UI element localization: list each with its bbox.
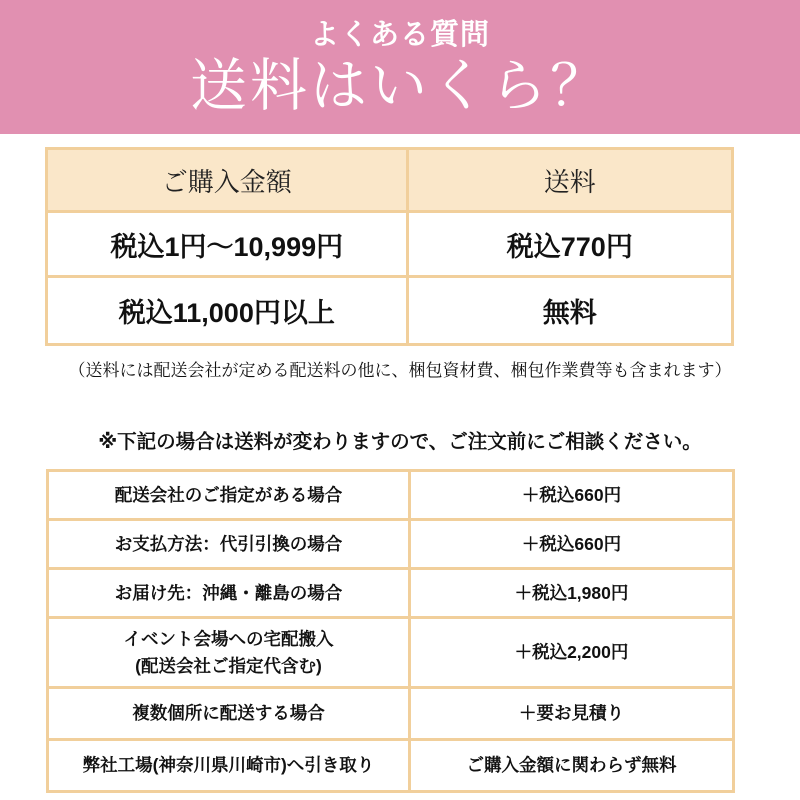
exception-case-cell: お支払方法：代引引換の場合 <box>49 521 411 567</box>
exception-fee-cell: ご購入金額に関わらず無料 <box>466 755 677 776</box>
exceptions-section <box>0 426 800 793</box>
banner <box>0 0 800 134</box>
exception-case-cell: お届け先：沖縄・離島の場合 <box>49 570 411 616</box>
exception-fee-cell: ＋要お見積り <box>518 703 624 724</box>
table-row <box>48 275 731 343</box>
table-row <box>49 738 732 790</box>
table-row <box>49 518 732 567</box>
table-row <box>49 567 732 616</box>
table-row <box>49 472 732 518</box>
shipping-fee-section <box>0 147 800 381</box>
purchase-amount-cell: 税込11,000円以上 <box>48 278 409 343</box>
shipping-fee-table <box>45 147 734 346</box>
exception-case-cell <box>49 619 411 686</box>
exception-fee-cell: ＋税込1,980円 <box>514 582 629 603</box>
exception-case-cell: 弊社工場(神奈川県川崎市)へ引き取り <box>49 741 411 790</box>
banner-subtitle: よくある質問 <box>309 19 490 51</box>
table-row <box>48 210 731 275</box>
exception-fee-cell: ＋税込660円 <box>521 484 622 505</box>
purchase-amount-cell: 税込1円～10,999円 <box>48 213 409 275</box>
exception-case-line1: イベント会場への宅配搬入 <box>123 629 334 650</box>
column-header-purchase-amount: ご購入金額 <box>48 150 409 210</box>
exception-case-cell: 配送会社のご指定がある場合 <box>49 472 411 518</box>
exceptions-table <box>46 469 735 793</box>
shipping-note: （送料には配送会社が定める配送料の他に、梱包資材費、梱包作業費等も含まれます） <box>68 361 732 380</box>
shipping-fee-cell: 無料 <box>542 298 597 328</box>
exception-fee-cell: ＋税込2,200円 <box>514 642 629 663</box>
table-row <box>49 616 732 686</box>
exceptions-heading: ※下記の場合は送料が変わりますので、ご注文前にご相談ください。 <box>98 431 702 453</box>
exception-case-line2: (配送会社ご指定代含む) <box>135 655 322 676</box>
column-header-shipping-fee: 送料 <box>409 150 731 210</box>
table-header-row <box>48 150 731 210</box>
table-row <box>49 686 732 738</box>
page-title: 送料はいくら？ <box>190 54 610 118</box>
exception-case-cell: 複数個所に配送する場合 <box>49 689 411 738</box>
shipping-fee-cell: 税込770円 <box>506 231 633 262</box>
exception-fee-cell: ＋税込660円 <box>521 533 622 554</box>
